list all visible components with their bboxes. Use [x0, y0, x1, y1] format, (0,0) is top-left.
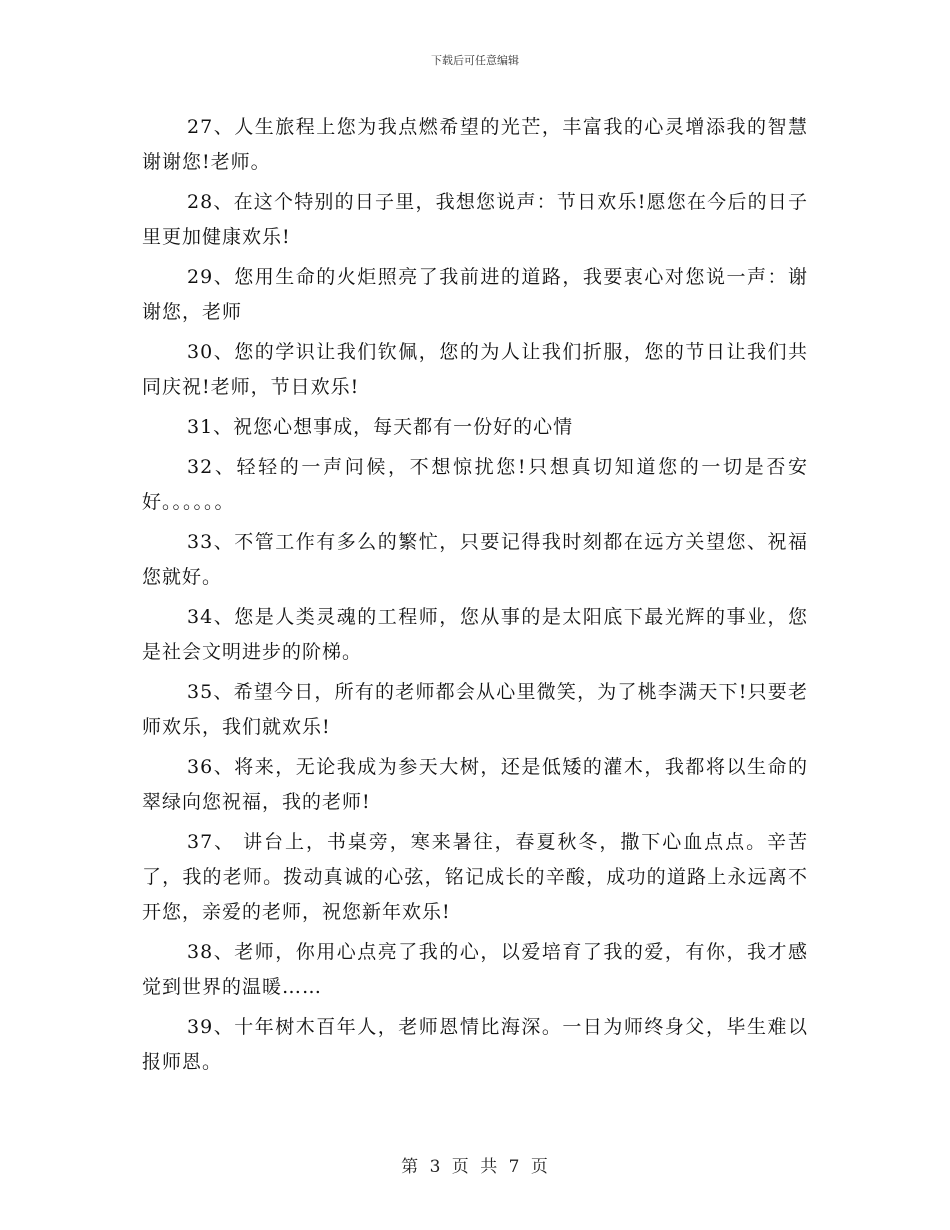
list-item: 37、 讲台上，书桌旁，寒来暑往，春夏秋冬，撒下心血点点。辛苦了，我的老师。拨动真诚的心弦，铭记成长的辛酸，成功的道路上永远离不开您，亲爱的老师，祝您新年欢乐! — [142, 831, 808, 923]
page-header: 下载后可任意编辑 — [431, 54, 519, 67]
page-number: 第 3 页 共 7 页 — [401, 1157, 549, 1177]
list-item: 32、轻轻的一声问候，不想惊扰您!只想真切知道您的一切是否安好。。。。。。 — [142, 456, 808, 513]
list-item: 27、人生旅程上您为我点燃希望的光芒，丰富我的心灵增添我的智慧谢谢您!老师。 — [142, 116, 808, 173]
list-item: 38、老师，你用心点亮了我的心，以爱培育了我的爱，有你，我才感觉到世界的温暖…… — [142, 941, 808, 998]
list-item: 35、希望今日，所有的老师都会从心里微笑，为了桃李满天下!只要老师欢乐，我们就欢乐! — [142, 681, 808, 738]
list-item: 28、在这个特别的日子里，我想您说声：节日欢乐!愿您在今后的日子里更加健康欢乐! — [142, 191, 808, 248]
list-item: 30、您的学识让我们钦佩，您的为人让我们折服，您的节日让我们共同庆祝!老师，节日欢乐! — [142, 341, 808, 398]
document-body — [142, 110, 808, 1085]
list-item: 31、祝您心想事成，每天都有一份好的心情 — [187, 416, 574, 438]
list-item: 39、十年树木百年人，老师恩情比海深。一日为师终身父，毕生难以报师恩。 — [142, 1016, 808, 1073]
list-item: 29、您用生命的火炬照亮了我前进的道路，我要衷心对您说一声：谢谢您，老师 — [142, 266, 808, 323]
list-item: 34、您是人类灵魂的工程师，您从事的是太阳底下最光辉的事业，您是社会文明进步的阶梯。 — [142, 606, 808, 663]
list-item: 36、将来，无论我成为参天大树，还是低矮的灌木，我都将以生命的翠绿向您祝福，我的老师! — [142, 756, 808, 813]
list-item: 33、不管工作有多么的繁忙，只要记得我时刻都在远方关望您、祝福您就好。 — [142, 531, 808, 588]
